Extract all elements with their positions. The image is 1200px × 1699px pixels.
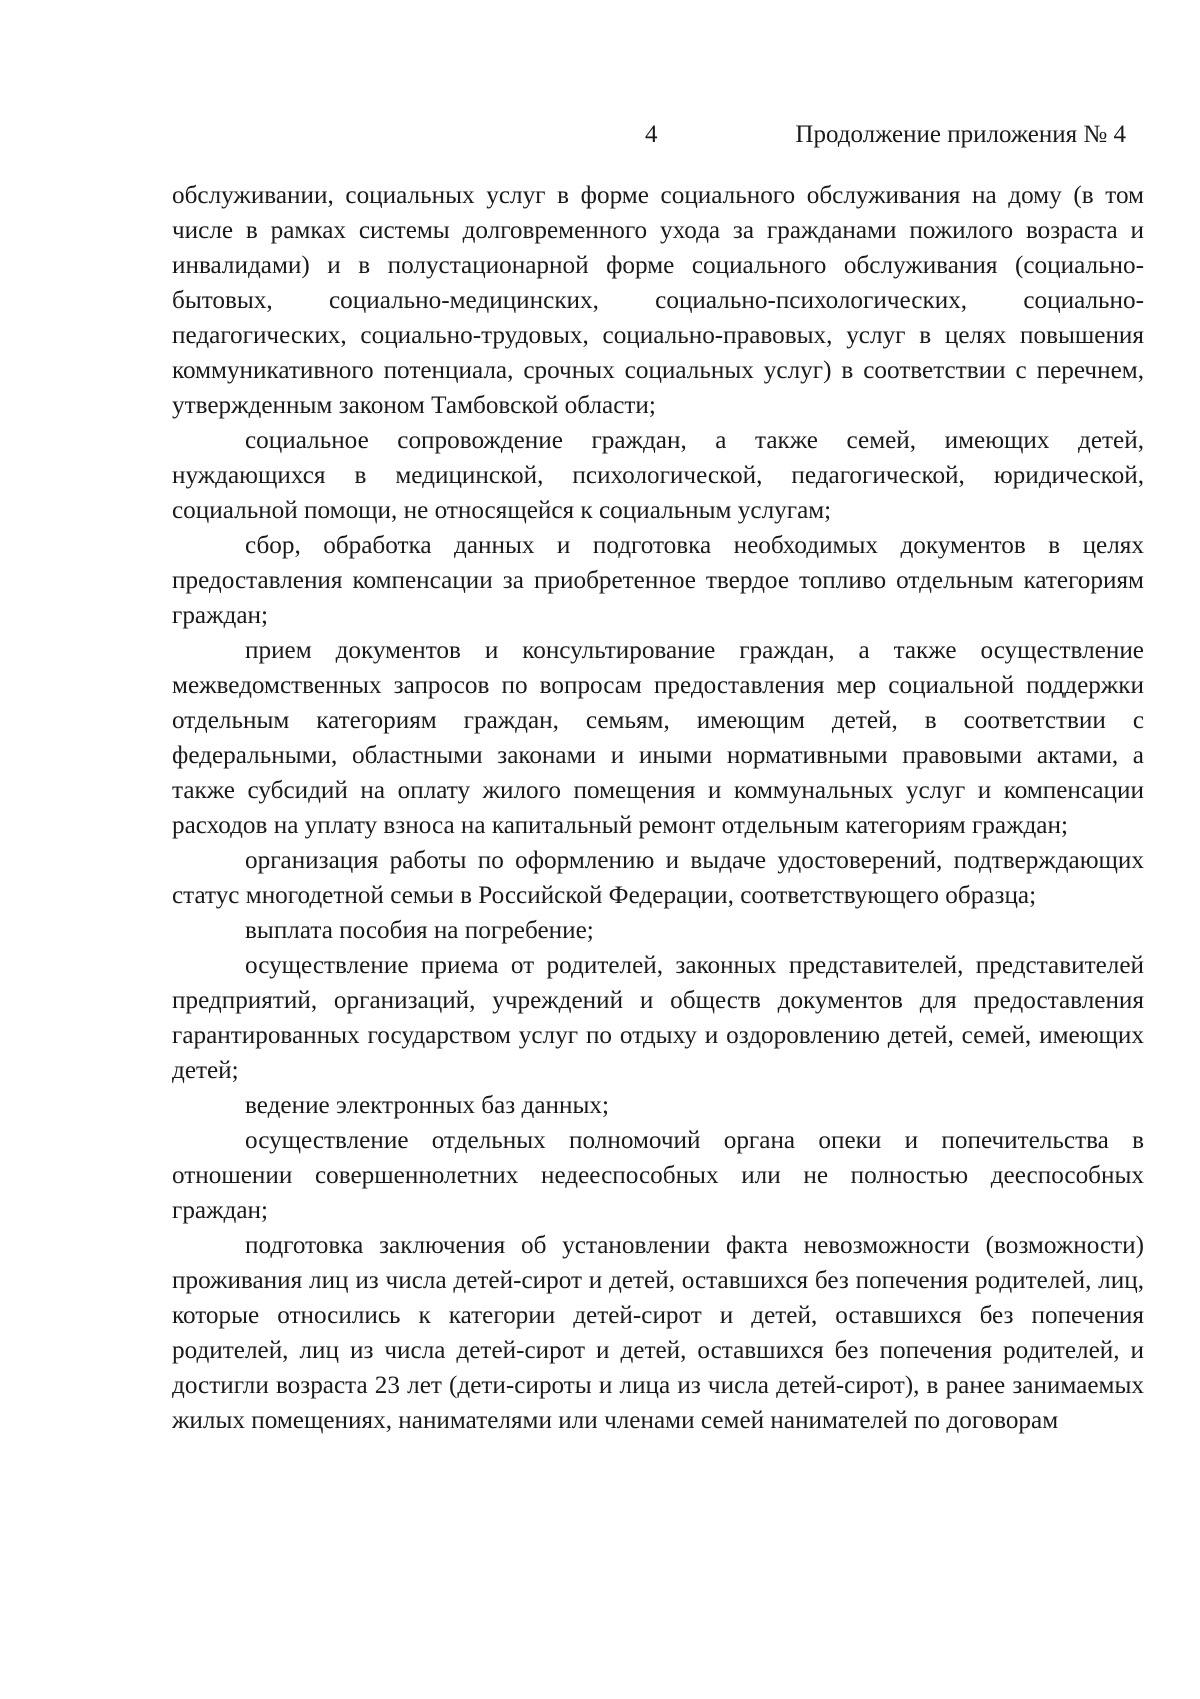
appendix-continuation-label: Продолжение приложения № 4 [795,121,1126,148]
paragraph: ведение электронных баз данных; [245,1092,610,1119]
page-number: 4 [645,121,658,148]
paragraph: организация работы по оформлению и выдаче удостоверений, подтверждающих статус многодетной семьи в Российской Федерации, соответствующего образца; [172,847,1144,909]
page-header [0,118,1200,158]
paragraph: подготовка заключения об установлении факта невозможности (возможности) проживания лиц из числа детей-сирот и детей, оставшихся без попечения родителей, лиц, которые относились к категории детей-сирот и детей, оставшихся без попечения родителей, лиц из числа детей-сирот и детей, оставшихся без попечения родителей, и достигли возраста 23 лет (дети-сироты и лица из числа детей-сирот), в ранее занимаемых жилых помещениях, нанимателями или членами семей нанимателей по договорам [172,1232,1144,1434]
document-body [172,178,1144,1438]
paragraph: сбор, обработка данных и подготовка необходимых документов в целях предоставления компенсации за приобретенное твердое топливо отдельным категориям граждан; [172,532,1144,629]
paragraph: социальное сопровождение граждан, а также семей, имеющих детей, нуждающихся в медицинской, психологической, педагогической, юридической, социальной помощи, не относящейся к социальным услугам; [172,427,1144,524]
paragraph-continued: обслуживании, социальных услуг в форме социального обслуживания на дому (в том числе в рамках системы долговременного ухода за гражданами пожилого возраста и инвалидами) и в полустационарной форме социального обслуживания (социально-бытовых, социально-медицинских, социально-психологических, социально-педагогических, социально-трудовых, социально-правовых, услуг в целях повышения коммуникативного потенциала, срочных социальных услуг) в соответствии с перечнем, утвержденным законом Тамбовской области; [172,182,1144,419]
paragraph: выплата пособия на погребение; [245,917,594,944]
paragraph: прием документов и консультирование граждан, а также осуществление межведомственных запросов по вопросам предоставления мер социальной поддержки отдельным категориям граждан, семьям, имеющим детей, в соответствии с федеральными, областными законами и иными нормативными правовыми актами, а также субсидий на оплату жилого помещения и коммунальных услуг и компенсации расходов на уплату взноса на капитальный ремонт отдельным категориям граждан; [172,637,1144,839]
paragraph: осуществление отдельных полномочий органа опеки и попечительства в отношении совершеннолетних недееспособных или не полностью дееспособных граждан; [172,1127,1144,1224]
paragraph: осуществление приема от родителей, законных представителей, представителей предприятий, организаций, учреждений и обществ документов для предоставления гарантированных государством услуг по отдыху и оздоровлению детей, семей, имеющих детей; [172,952,1144,1084]
